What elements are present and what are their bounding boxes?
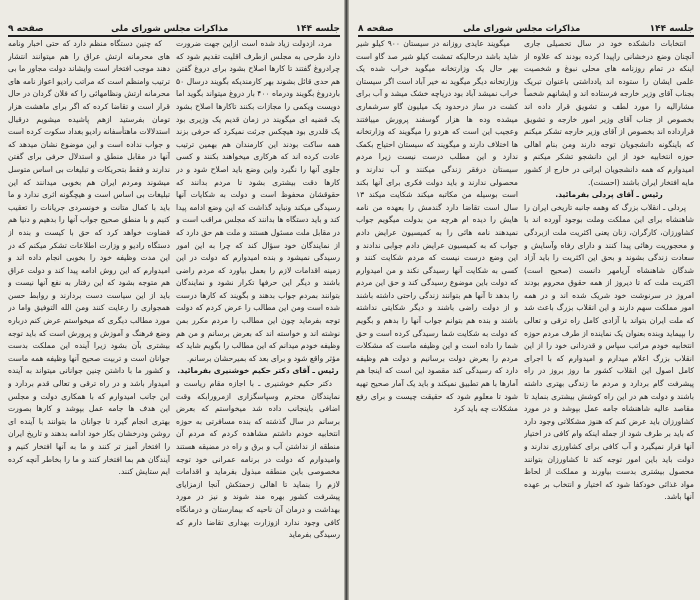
text-column [524, 38, 694, 598]
paragraph: پردلی ـ انقلاب بزرگ که وهمه جانبه تاریخی ایران را شاهنشاه برای این مملکت وملت بوجود آورده اند با کشاورزان، کارگران، زنان یعنی اکثریت ملت ازبردگی و محجوریت رهائی پیدا کنند و دارای رفاه وآسایش و سعادت زندگی بشوند و بحق این اکثریت را باید آزاد شدگان شاهنشاه آریامهر دانست (صحیح است) اکثریت ملت که تا دیروز از همه حقوق محروم بودند امروز در سرنوشت خود شریک شده اند و در همه امور مملکت سهم دارند و این انقلاب بزرگ باعث شد که ملت ایران بتواند با آزادی کامل راه ترقی و تعالی را بپیماید وبنده بعنوان یک نماینده از طرف مردم حوزه انتخابیه خودم مراتب سپاس و قدردانی خود را از این انقلاب بزرگ اعلام میدارم و امیدوارم که با اجرای کامل اصول این انقلاب کشور ما روز بروز در راه پیشرفت گام بردارد و مردم ما زندگی بهتری داشته باشند و دولت هم در این راه کوشش بیشتری بنماید تا مقاصد عالیه شاهنشاه جامه عمل بپوشد و در مورد کشاورزان باید عرض کنم که هنوز مشکلاتی وجود دارد که باید بر طرف شود از جمله اینکه وام کافی در اختیار آنها قرار نمیگیرد و آب کافی برای کشاورزی ندارند و دولت باید باین امور توجه کند تا کشاورزان بتوانند محصول بیشتری بدست بیاورند و مملکت از لحاظ مواد غذائی خودکفا شود که اختیار و انتخاب بر عهده آنها باشد. [524, 202, 694, 502]
paragraph: مرد، ازدولت زیاد شده است ازاین جهت ضرورت دارد طرحی به مجلس ازطرف اقلیت تقدیم شود که چرادروغ گفتند تا کارها اصلاح بشود برای دروغ گفتن هم حدی قائل بشوند بهر کارمندیکه بگویند درسال ۵۰ باردروغ بگویند ودرماه ۴۰۰ بار دروغ میتواند بگوید اما دویست ویکمی را مجازات بکنند تاکارها اصلاح بشود یک قضیه ای میگویند در زمان قدیم یک وزیری بود یک قلدری بود هیچکس جرئت نمیکرد که حرفی بزند همه ساکت بودند این کارمندان هم بهمین ترتیب عادت کرده اند که هرکاری میخواهند بکنند و کسی جلوی آنها را نگیرد واین وضع باید اصلاح شود و در کارها دقت بیشتری بشود تا مردم بدانند که حقوقشان محفوظ است و دولت به شکایات آنها رسیدگی میکند ونباید گذاشت که این وضع ادامه پیدا کند و باید دستگاه ها بدانند که مجلس مراقب است و در مقابل ملت مسئول هستند و ملت هم حق دارد که از نمایندگان خود سؤال کند که چرا به این امور رسیدگی نمیشود و بنده امیدوارم که دولت در این زمینه اقدامات لازم را بعمل بیاورد که مردم راضی باشند و دیگر این حرفها تکرار نشود و نمایندگان بتوانند بمردم جواب بدهند و بگویند که کارها درست شده است ومن این مطالب را عرض کردم که دولت توجه بفرماید چون این مطالب را مردم مکرر بمن نوشته اند و خواسته اند که بعرض برسانم و من هم وظیفه خودم میدانم که این مطالب را بگویم شاید که مؤثر واقع شود و برای بعد که بمیرحشان برسانم. [176, 39, 340, 363]
speaker-heading: رئیس ـ آقای دکتر حکیم خوشنیری بفرمائید. [177, 366, 339, 376]
session-number: جلسه ۱۴۴ [295, 24, 340, 34]
text-column [176, 38, 340, 598]
speaker-heading: رئیس ـ آقای پردلی بفرمائید. [555, 190, 663, 200]
paragraph: دکتر حکیم خوشنیری ـ با اجازه مقام ریاست و نمایندگان محترم وسپاسگزاری ازمرورابکه وقت اضافی باینجانب داده شد میخواستم که بعرض برسانم در سال گذشته که بنده مسافرتی به حوزه انتخابیه خودم داشتم مشاهده کردم که مردم آن منطقه از نداشتن آب و برق و راه در مضیقه هستند وامیدوارم که دولت در برنامه عمرانی خود توجه مخصوصی باین منطقه مبذول بفرماید و اقدامات لازم را بنماید تا اهالی زحمتکش آنجا ازمزایای پیشرفت کشور بهره مند شوند و نیز در مورد بهداشت و درمان آن ناحیه که بیمارستان و درمانگاه کافی وجود ندارد ازوزارت بهداری تقاضا دارم که رسیدگی بفرماید [176, 379, 340, 540]
left-page [0, 0, 346, 600]
paragraph: انتخابات دانشکده خود در سال تحصیلی جاری آنچنان وضع درخشانی راپیدا کرده بودند که علاوه از اینکه در تمام روزنامه های محلی نبوغ و شخصیت علمی ایشان را ستوده اند یادداشتی باعنوان تبریک بجناب آقای وزیر خارجه فرستاده اند و ایشانهم شخصاً مشارالیه را مورد لطف و تشویق قرار داده اند بخصوص از جناب آقای وزیر امور خارجه و تشویق قرارداده اند بخصوص از آقای وزیر خارجه تشکر میکنم که باینگونه دانشجویان توجه دارند ومن بنام اهالی حوزه انتخابیه خود از این دانشجو تشکر میکنم و امیدوارم که همه دانشجویان ایرانی در خارج از کشور مایه افتخار ایران باشند (احسنت). [524, 39, 694, 187]
page-number: صفحه ۸ [358, 24, 394, 34]
text-column [8, 38, 170, 598]
page-header [8, 20, 340, 37]
page-gutter [344, 0, 349, 600]
right-page [350, 0, 700, 600]
page-number: صفحه ۹ [8, 24, 44, 34]
page-header [358, 20, 694, 37]
header-title: مذاکرات مجلس شورای ملی [463, 24, 581, 34]
session-number: جلسه ۱۴۴ [649, 24, 694, 34]
paragraph: که چنین دستگاه منظم دارد که حتی اخبار ونامه های محرمانه ارتش عراق را هم میتوانند انتشار دهند موجب افتخار است وایشاند دولت مجاور ما بی ترتیب وامنظم است که مراتب رادیو اعواز نامه های محرمانه ارتش ونظامهائی را که فلان گردان در حال قرار است و تقاضا کرده که اگر برای ماهشت هزار تومان بفرستید ازهم پاشیده میشویم درقبال استدلالات ماهتأسفانه رادیو بغداد سکوت کرده است و جواب نداده است و این موضوع نشان میدهد که آنها در مقابل منطق و استدلال حرفی برای گفتن ندارند و فقط بتحریکات و تبلیغات بی اساس متوسل میشوند ومردم ایران هم بخوبی میدانند که این تبلیغات بی اساس است و هیچگونه اثری ندارد و ما باید با کمال متانت و خونسردی جریانات را تعقیب کنیم و با منطق صحیح جواب آنها را بدهیم و دنیا هم قضاوت خواهد کرد که حق با کیست و بنده از دستگاه رادیو و وزارت اطلاعات تشکر میکنم که در این مدت وظیفه خود را بخوبی انجام داده اند و امیدوارم که این روش ادامه پیدا کند و دولت عراق هم متوجه بشود که این رفتار به نفع آنها نیست و باید از این سیاست دست بردارند و روابط حسن همجواری را رعایت کنند ومن الله التوفیق واما در مورد مطالب دیگری که میخواستم عرض کنم درباره وضع فرهنگ و آموزش و پرورش است که باید توجه بیشتری بآن بشود زیرا آینده این مملکت بدست جوانان است و تربیت صحیح آنها وظیفه همه ماست و کشور ما با داشتن چنین جوانانی میتواند به آینده امیدوار باشد و در راه ترقی و تعالی قدم بردارد و این جانب امیدوارم که با همکاری دولت و مجلس این هدف ها جامه عمل بپوشد و کارها بصورت بهتری انجام گیرد تا جوانان ما بتوانند با آینده ای روشن ودرخشان بکار خود ادامه بدهند و تاریخ ایران را افتخار آمیز تر کنند و ما به آنها افتخار کنیم و آیندگان هم بما افتخار کنند و ما را بخاطر آنچه کرده ایم ستایش کنند. [8, 39, 170, 477]
text-column [356, 38, 518, 598]
paragraph: میگویند عایدی روزانه در سیستان ۹۰۰ کیلو شیر شاید باشد درحالیکه تمشت کیلو شیر صد گاو است بهر حال یک وزارتخانه میگوید خراب شده یک وزارتخانه دیگر میگوید نه خیر آباد است اگر سیستان خراب نمیشد آباد بود دریاچه خشک میشد و آب برای کشت در ساز درحدود یک میلیون گاو سرشماری میشده وده ها هزار گوسفند پرورش مییافتند وعجیب این است که هردو را میگویند که وزارتخانه ها اختلاف دارند و میگویند که سیستان احتیاج بکمک ندارد و این مطلب درست نیست زیرا مردم سیستان درفقر زندگی میکنند و آب ندارند و محصولی ندارند و باید دولت فکری برای آنها بکند است بوسیله من مکاتبه میکند شکایت میکند ۱۳ سال است تقاضا دارد گندمش را بعهده من نامه هایش را دیده ام هرچه من بدولت میگویم جواب نمیدهند نامه هائی را به کمیسیون عرایض دادم جواب که به کمیسیون عرایض دادم جوابی ندادند و این وضع درست نیست که مردم شکایت کنند و کسی به شکایت آنها رسیدگی نکند و من امیدوارم که دولت باین موضوع رسیدگی کند و حق این مردم را بدهد تا آنها هم بتوانند زندگی راحتی داشته باشند و از دولت راضی باشند و دیگر شکایتی نداشته باشند و بنده هم بتوانم جواب آنها را بدهم و بگویم که دولت به شکایت شما رسیدگی کرده است و حق شما را داده است و این وظیفه ماست که مشکلات مردم را بعرض دولت برسانیم و دولت هم وظیفه دارد که رسیدگی کند مقصود این است که اینجا هم آمارها با هم تطبیق نمیکند و باید یک آمار صحیح تهیه شود تا معلوم شود که حقیقت چیست و برای رفع مشکلات چه باید کرد [356, 39, 518, 414]
header-title: مذاکرات مجلس شورای ملی [111, 24, 229, 34]
